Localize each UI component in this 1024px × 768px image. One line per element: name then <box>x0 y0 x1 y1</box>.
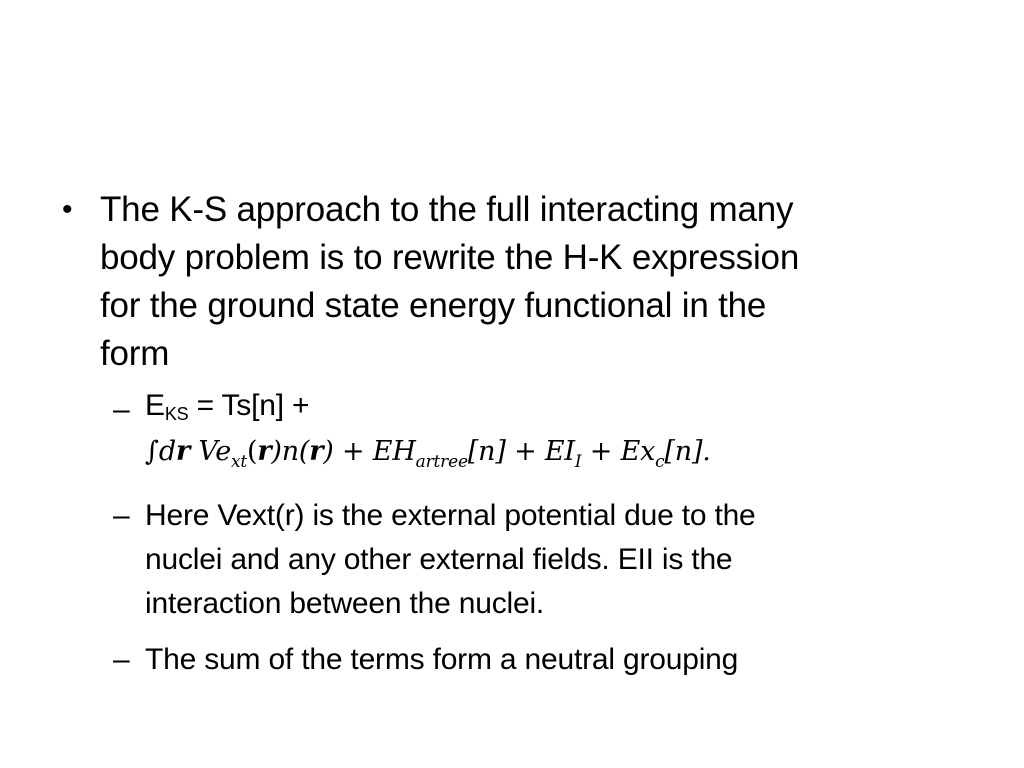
sub-bullet-vext <box>60 494 960 626</box>
main-bullet-line-3: for the ground state energy functional in the <box>100 286 767 325</box>
bullet-marker: • <box>62 193 73 226</box>
vext-line-3: interaction between the nuclei. <box>145 587 545 620</box>
main-bullet-line-2: body problem is to rewrite the H-K expression <box>100 238 800 277</box>
dash-marker: – <box>113 643 130 676</box>
vext-line-2: nuclei and any other external fields. EII is the <box>145 543 733 576</box>
dash-marker: – <box>113 393 130 426</box>
sub-bullet-sum <box>60 638 960 682</box>
sum-line: The sum of the terms form a neutral grouping <box>145 643 739 676</box>
sub-bullet-eks <box>60 388 960 482</box>
dash-marker: – <box>113 499 130 532</box>
main-bullet-line-4: form <box>100 334 170 373</box>
main-bullet <box>60 186 960 378</box>
eks-definition: $E_{KS} = Ts[n]$ + <box>145 389 310 424</box>
energy-formula: ∫dr $Ve_{xt}(r)n(r) + EH_{artree}[n] + EI_I + Ex_c[n]$. <box>145 436 711 472</box>
main-bullet-line-1: The K-S approach to the full interacting many <box>100 190 794 229</box>
content-body <box>60 186 960 682</box>
vext-line-1: Here Vext(r) is the external potential due to the <box>145 499 756 532</box>
